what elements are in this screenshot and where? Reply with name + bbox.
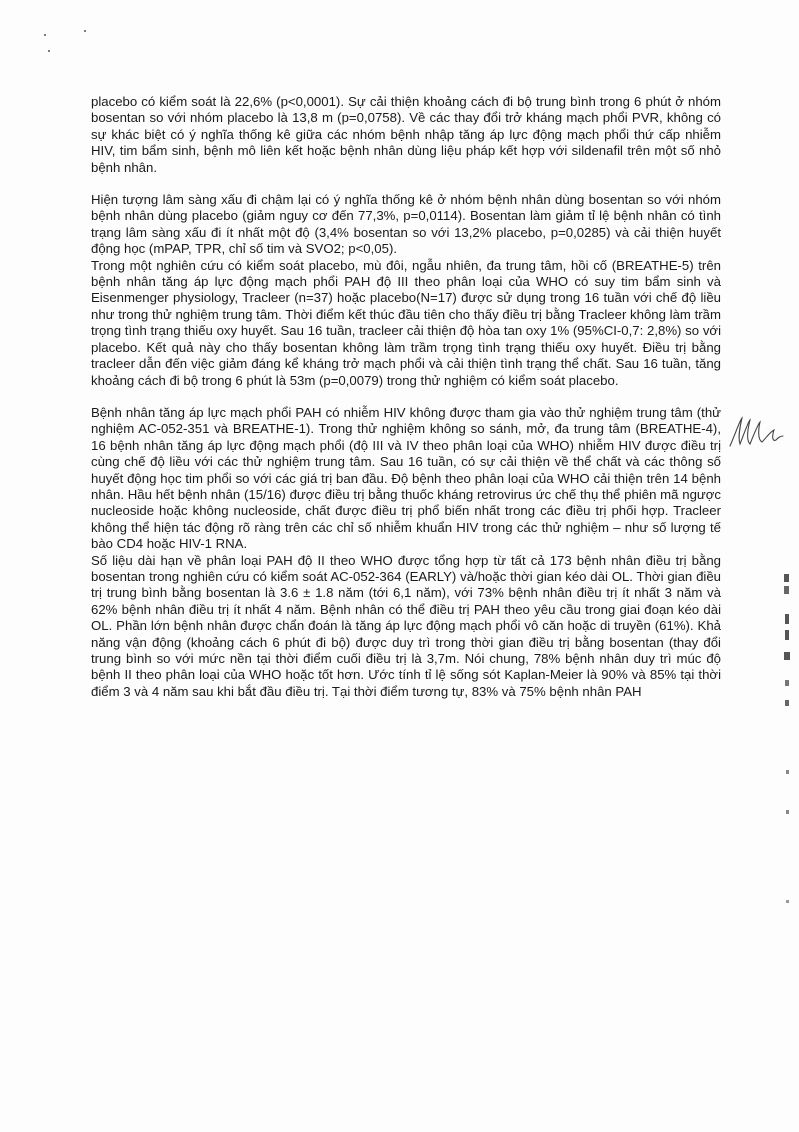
paragraph: Bệnh nhân tăng áp lực mạch phổi PAH có nhiễm HIV không được tham gia vào thử nghiệm trung tâm (thử nghiệm AC-052-351 và BREATHE-1). Trong thử nghiệm không so sánh, mở, đa trung tâm (BREATHE-4), 16 bệnh nhân tăng áp lực động mạch phổi (độ III và IV theo phân loại của WHO) nhiễm HIV được điều trị cùng chế độ liều với các thử nghiệm trung tâm. Sau 16 tuần, có sự cải thiện về thể chất và các thông số huyết động học tim phổi so với các giá trị ban đầu. Độ bệnh theo phân loại của WHO cải thiện trên 14 bệnh nhân. Hầu hết bệnh nhân (15/16) được điều trị bằng thuốc kháng retrovirus ức chế thụ thể phiên mã ngược nucleoside hoặc không nucleoside, chất được điều trị phổ biến nhất trong các điều trị phối hợp. Tracleer không thể hiện tác động rõ ràng trên các chỉ số nhiễm khuẩn HIV trong các thử nghiệm – như số lượng tế bào CD4 hoặc HIV-1 RNA.	[91, 404, 721, 552]
paragraph: Hiện tượng lâm sàng xấu đi chậm lại có ý nghĩa thống kê ở nhóm bệnh nhân dùng bosentan so với nhóm bệnh nhân dùng placebo (giảm nguy cơ đến 77,3%, p=0,0114). Bosentan làm giảm tỉ lệ bệnh nhân có tình trạng lâm sàng xấu đi ít nhất một độ (3,4% bosentan so với 13,2% placebo, p=0,0285) và cải thiện huyết động học (mPAP, TPR, chỉ số tim và SVO2; p<0,05).	[91, 192, 721, 257]
paragraph: placebo có kiểm soát là 22,6% (p<0,0001). Sự cải thiện khoảng cách đi bộ trung bình trong 6 phút ở nhóm bosentan so với nhóm placebo là 13,8 m (p=0,0758). Về các thay đổi trở kháng mạch phổi PVR, không có sự khác biệt có ý nghĩa thống kê giữa các nhóm bệnh nhập tăng áp lực động mạch phổi thứ cấp nhiễm HIV, tim bẩm sinh, bệnh mô liên kết hoặc bệnh nhân dùng liệu pháp kết hợp với sildenafil trên một số nhỏ bệnh nhân.	[91, 94, 721, 175]
scan-speck	[44, 34, 46, 36]
paragraph: Trong một nghiên cứu có kiểm soát placebo, mù đôi, ngẫu nhiên, đa trung tâm, hồi cố (BREATHE-5) trên bệnh nhân tăng áp lực động mạch phổi PAH độ III theo phân loại của WHO có suy tim bẩm sinh và Eisenmenger physiology, Tracleer (n=37) hoặc placebo(N=17) được sử dụng trong 16 tuần với chế độ liều như trong thử nghiệm trung tâm. Thời điểm kết thúc đầu tiên cho thấy điều trị bằng Tracleer không làm trầm trọng tình trạng thiếu oxy huyết. Sau 16 tuần, tracleer cải thiện độ hòa tan oxy 1% (95%CI-0,7: 2,8%) so với placebo. Kết quả này cho thấy bosentan không làm trầm trọng tình trạng thiếu oxy huyết. Điều trị bằng tracleer dẫn đến việc giảm đáng kể kháng trở mạch phổi và cải thiện tình trạng thể chất. Sau 16 tuần, tăng khoảng cách đi bộ trong 6 phút là 53m (p=0,0079) trong thử nghiệm có kiểm soát placebo.	[91, 257, 721, 388]
edge-stamp-marks	[778, 570, 796, 930]
scan-speck	[84, 30, 86, 32]
handwritten-signature	[726, 412, 786, 452]
scan-speck	[48, 50, 50, 52]
document-body	[91, 94, 721, 700]
paragraph: Số liệu dài hạn về phân loại PAH độ II theo WHO được tổng hợp từ tất cả 173 bệnh nhân điều trị bằng bosentan trong nghiên cứu có kiểm soát AC-052-364 (EARLY) và/hoặc thời gian kéo dài OL. Thời gian điều trị trung bình bằng bosentan là 3.6 ± 1.8 năm (tới 6,1 năm), với 73% bệnh nhân điều trị ít nhất 3 năm và 62% bệnh nhân điều trị ít nhất 4 năm. Bệnh nhân có thể điều trị PAH theo yêu cầu trong giai đoạn kéo dài OL. Phần lớn bệnh nhân được chẩn đoán là tăng áp lực động mạch phổi vô căn hoặc di truyền (61%). Khả năng vận động (khoảng cách 6 phút đi bộ) được duy trì trong thời gian điều trị bằng bosentan (thay đổi trung bình so với mức nền tại thời điểm cuối điều trị là 3,7m. Nói chung, 78% bệnh nhân duy trì múc độ bệnh II theo phân loại của WHO hoặc tốt hơn. Ước tính tỉ lệ sống sót Kaplan-Meier là 90% và 85% tại thời điểm 3 và 4 năm sau khi bắt đầu điều trị. Tại thời điểm tương tự, 83% và 75% bệnh nhân PAH	[91, 552, 721, 699]
